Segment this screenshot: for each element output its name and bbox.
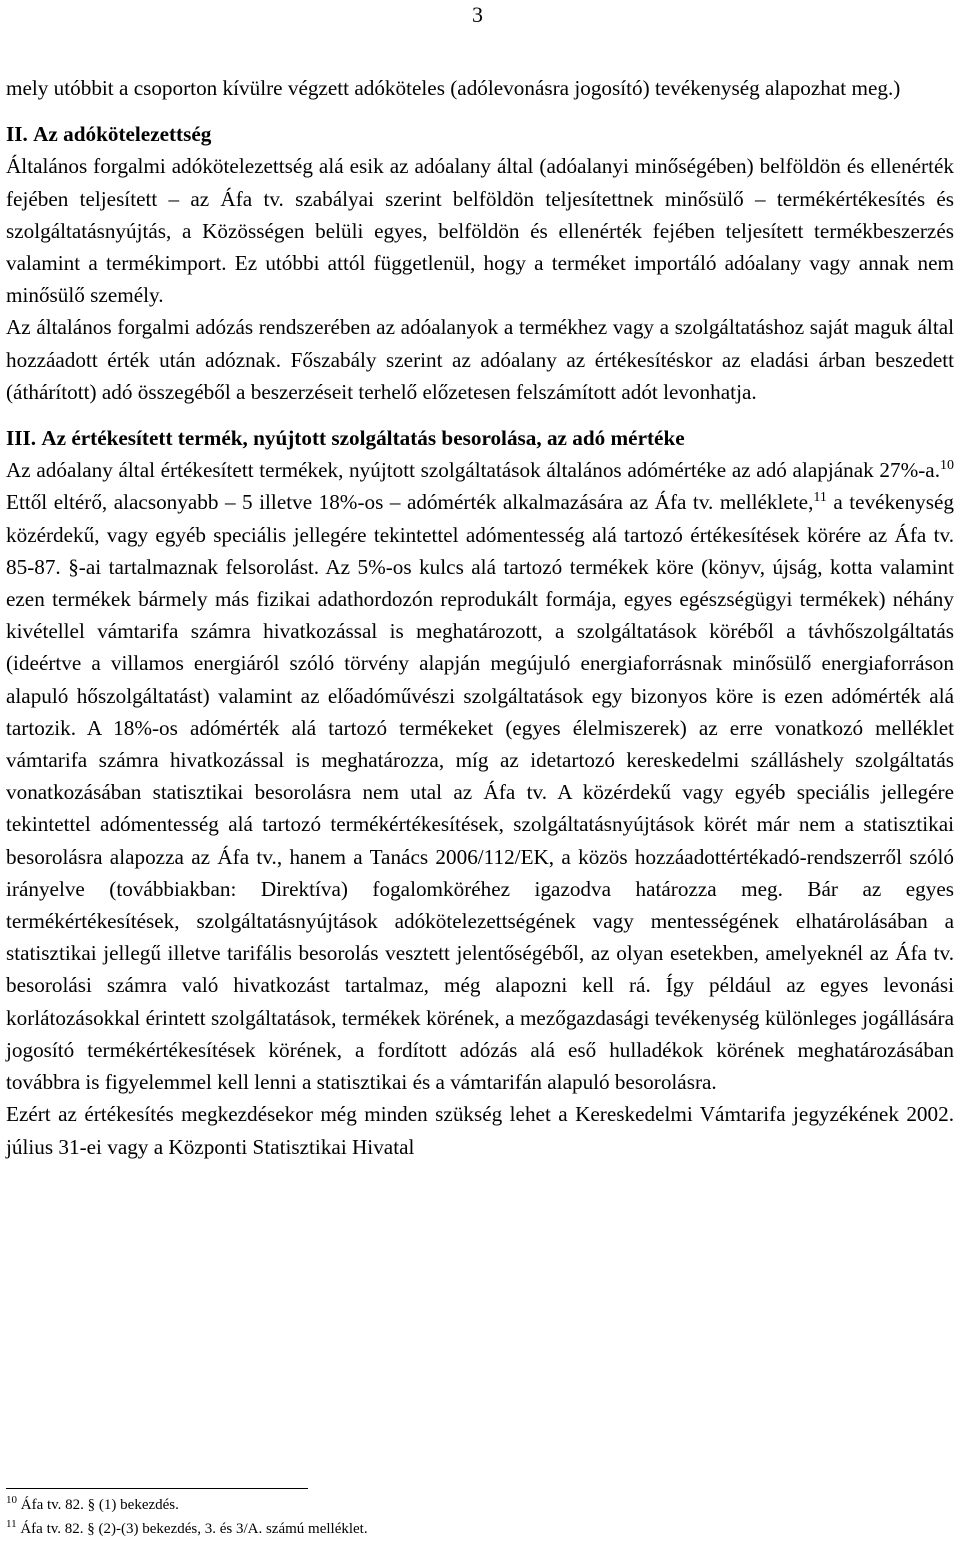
footnote xyxy=(6,1493,954,1517)
section-heading-3 xyxy=(6,422,954,454)
paragraph-text: Ettől eltérő, alacsonyabb – 5 illetve 18%-os – adómérték alkalmazására az Áfa tv. melléklete, xyxy=(6,490,814,515)
footnote-ref[interactable]: 11 xyxy=(813,490,827,506)
section-title: Az értékesített termék, nyújtott szolgáltatás besorolása, az adó mértéke xyxy=(41,426,685,451)
section-number: II. xyxy=(6,122,28,147)
footnote-text: Áfa tv. 82. § (2)-(3) bekezdés, 3. és 3/A. számú melléklet. xyxy=(16,1521,368,1537)
footnote-ref[interactable]: 10 xyxy=(940,458,954,474)
paragraph: Az általános forgalmi adózás rendszerében az adóalanyok a termékhez vagy a szolgáltatáshoz saját maguk által hozzáadott érték után adóznak. Főszabály szerint az adóalany az értékesítéskor az eladási árban beszedett (áthárított) adó összegéből a beszerzéseit terhelő előzetesen felszámított adót levonhatja. xyxy=(6,315,954,404)
footnote-number: 11 xyxy=(6,1518,17,1530)
paragraph: Általános forgalmi adókötelezettség alá esik az adóalany által (adóalanyi minőségében) belföldön és ellenérték fejében teljesített – az Áfa tv. szabályai szerint belföldön teljesítettnek minősülő – termékértékesítés és szolgáltatásnyújtás, a Közösségen belüli egyes, belföldön és ellenérték fejében teljesített termékbeszerzés valamint a termékimport. Ez utóbbi attól függetlenül, hogy a terméket importáló adóalany vagy annak nem minősülő személy. xyxy=(6,154,954,308)
page-number: 3 xyxy=(472,2,483,27)
footnote-separator xyxy=(6,1488,308,1489)
paragraph: Ezért az értékesítés megkezdésekor még minden szükség lehet a Kereskedelmi Vámtarifa jegyzékének 2002. július 31-ei vagy a Központi Statisztikai Hivatal xyxy=(6,1102,954,1159)
footnote-number: 10 xyxy=(6,1494,17,1506)
section-heading-2 xyxy=(6,118,954,150)
paragraph-continuation: mely utóbbit a csoporton kívülre végzett adóköteles (adólevonásra jogosító) tevékenység alapozhat meg.) xyxy=(6,76,901,100)
footnote xyxy=(6,1517,954,1541)
footnote-text: Áfa tv. 82. § (1) bekezdés. xyxy=(17,1497,179,1513)
document-body xyxy=(6,72,954,1163)
paragraph xyxy=(6,454,954,1098)
paragraph-text: a tevékenység közérdekű, vagy egyéb speciális jellegére tekintettel adómentesség alá tartozó értékesítések körére az Áfa tv. 85-87. §-ai tartalmaznak felsorolást. Az 5%-os kulcs alá tartozó termékek köre (könyv, újság, kotta valamint ezen termékek bármely más fizikai adathordozón reprodukált formája, egyes egészségügyi termékek) néhány kivétellel vámtarifa számra hivatkozással is meghatározott, a szolgáltatások köréből a távhőszolgáltatás (ideértve a villamos energiáról szóló törvény alapján megújuló energiaforrásnak minősülő energiaforráson alapuló hőszolgáltatást) valamint az előadóművészi szolgáltatások egy bizonyos köre is ezen adómérték alá tartozik. A 18%-os adómérték alá tartozó termékeket (egyes élelmiszerek) az erre vonatkozó melléklet vámtarifa számra hivatkozással is meghatározza, míg az idetartozó kereskedelmi szálláshely szolgáltatás vonatkozásában statisztikai besorolásra nem utal az Áfa tv. A közérdekű vagy egyéb speciális jellegére tekintettel adómentesség alá tartozó termékértékesítések, szolgáltatásnyújtások körét már nem a statisztikai besorolásra alapozza az Áfa tv., hanem a Tanács 2006/112/EK, a közös hozzáadottértékadó-rendszerről szóló irányelve (továbbiakban: Direktíva) fogalomköréhez igazodva határozza meg. Bár az egyes termékértékesítések, szolgáltatásnyújtások adókötelezettségének vagy mentességének elhatárolásában a statisztikai jellegű illetve tarifális besorolás vesztett jelentőségéből, az olyan esetekben, amelyeknél az Áfa tv. besorolási számra való hivatkozást tartalmaz, még alapozni kell rá. Így például az egyes levonási korlátozásokkal érintett szolgáltatások, termékek körének, a mezőgazdasági tevékenység különleges jogállására jogosító termékértékesítések körének, a fordított adózás alá eső hulladékok körének meghatározásában továbbra is figyelemmel kell lenni a statisztikai és a vámtarifán alapuló besorolásra. xyxy=(6,490,955,1095)
footnotes xyxy=(6,1493,954,1541)
section-title: Az adókötelezettség xyxy=(33,122,212,147)
section-number: III. xyxy=(6,426,37,451)
paragraph-text: Az adóalany által értékesített termékek, nyújtott szolgáltatások általános adómértéke az adó alapjának 27%-a. xyxy=(6,458,940,483)
